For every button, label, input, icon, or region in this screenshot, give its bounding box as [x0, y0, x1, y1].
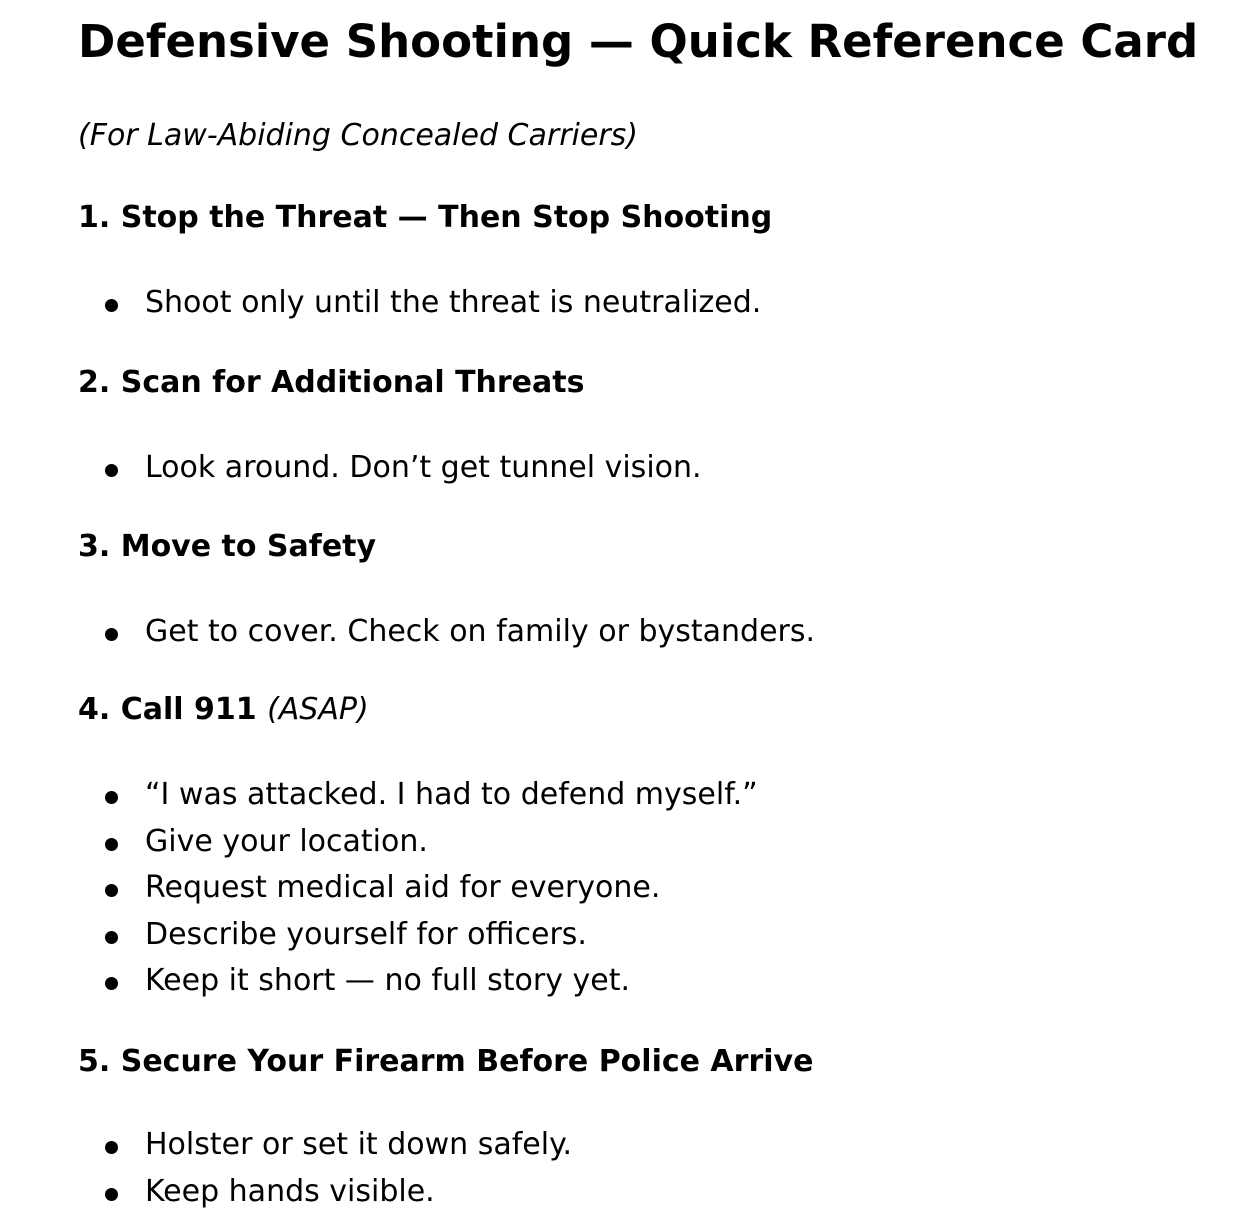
list-item	[102, 772, 1202, 819]
bullet-list	[102, 280, 1202, 327]
bullet-icon	[105, 1141, 118, 1154]
section-heading-note: (ASAP)	[267, 692, 369, 727]
list-item-text: Holster or set it down safely.	[145, 1127, 573, 1162]
section-secure-firearm	[78, 1042, 1218, 1209]
list-item	[102, 280, 1202, 327]
bullet-icon	[105, 838, 118, 851]
list-item-text: Keep hands visible.	[145, 1173, 435, 1209]
section-heading-text: 5. Secure Your Firearm Before Police Arrive	[78, 1044, 814, 1079]
section-heading-text: 2. Scan for Additional Threats	[78, 365, 585, 400]
bullet-icon	[105, 1188, 118, 1201]
bullet-list	[102, 445, 1202, 492]
bullet-icon	[105, 931, 118, 944]
page-subtitle: (For Law-Abiding Concealed Carriers)	[78, 118, 638, 153]
section-heading	[78, 690, 1218, 730]
bullet-icon	[105, 791, 118, 804]
section-heading-text: 3. Move to Safety	[78, 529, 377, 564]
list-item-text: Get to cover. Check on family or bystanders.	[145, 614, 816, 649]
section-heading-text: 4. Call 911	[78, 692, 257, 727]
page-title: Defensive Shooting — Quick Reference Card	[78, 15, 1199, 68]
list-item	[102, 1169, 1202, 1216]
section-move-safety	[78, 527, 1218, 649]
list-item-text: Keep it short — no full story yet.	[145, 963, 631, 998]
list-item-text: Give your location.	[145, 823, 428, 859]
list-item-text: “I was attacked. I had to defend myself.”	[145, 777, 758, 812]
list-item	[102, 865, 1202, 912]
bullet-icon	[105, 299, 118, 312]
list-item	[102, 819, 1202, 866]
section-scan-threats	[78, 363, 1218, 485]
list-item	[102, 1122, 1202, 1169]
list-item	[102, 912, 1202, 959]
section-call-911	[78, 690, 1218, 998]
list-item	[102, 958, 1202, 1005]
bullet-icon	[105, 977, 118, 990]
section-heading	[78, 198, 1218, 238]
section-heading	[78, 1042, 1218, 1082]
section-heading	[78, 363, 1218, 403]
bullet-list	[102, 772, 1202, 1005]
list-item-text: Look around. Don’t get tunnel vision.	[145, 450, 702, 485]
bullet-list	[102, 609, 1202, 656]
bullet-list	[102, 1122, 1202, 1215]
section-heading	[78, 527, 1218, 567]
list-item	[102, 445, 1202, 492]
bullet-icon	[105, 884, 118, 897]
list-item-text: Request medical aid for everyone.	[145, 870, 661, 905]
section-stop-threat	[78, 198, 1218, 320]
bullet-icon	[105, 628, 118, 641]
section-heading-text: 1. Stop the Threat — Then Stop Shooting	[78, 200, 773, 235]
list-item-text: Describe yourself for officers.	[145, 916, 587, 952]
list-item	[102, 609, 1202, 656]
bullet-icon	[105, 464, 118, 477]
list-item-text: Shoot only until the threat is neutralized.	[145, 285, 762, 320]
